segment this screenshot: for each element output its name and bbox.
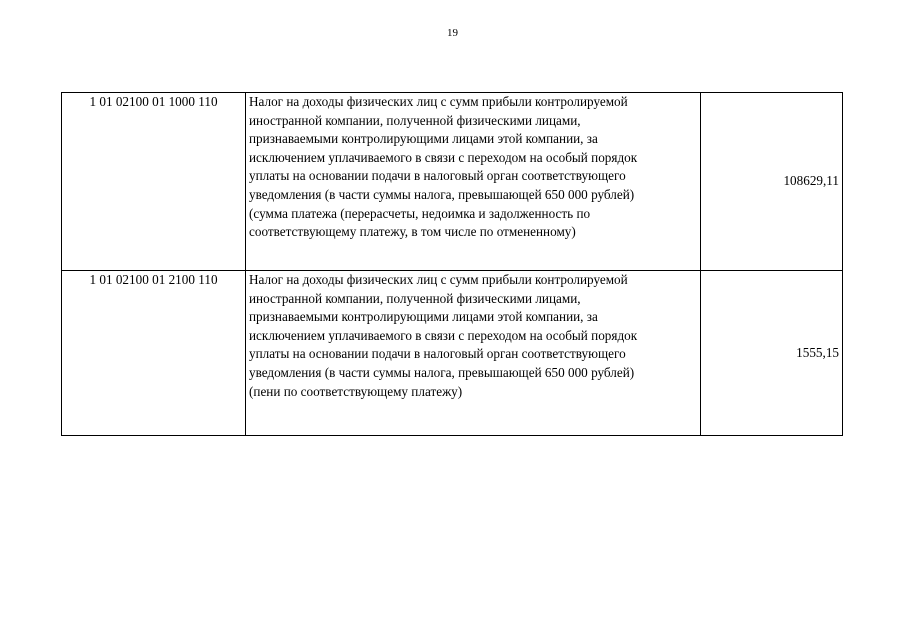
description-line: иностранной компании, полученной физическими лицами,	[249, 290, 581, 306]
description-line: (пени по соответствующему платежу)	[249, 383, 463, 399]
description-line: соответствующему платежу, в том числе по отмененному)	[249, 224, 576, 240]
budget-income-table	[61, 92, 843, 436]
description-cell	[246, 93, 701, 271]
description-line: (сумма платежа (перерасчеты, недоимка и задолженность по	[249, 205, 591, 221]
description-line: исключением уплачиваемого в связи с переходом на особый порядок	[249, 149, 638, 165]
description-line: уведомления (в части суммы налога, превышающей 650 000 рублей)	[249, 364, 635, 380]
description-line: исключением уплачиваемого в связи с переходом на особый порядок	[249, 327, 638, 343]
description-line: уведомления (в части суммы налога, превышающей 650 000 рублей)	[249, 186, 635, 202]
description-line: признаваемыми контролирующими лицами этой компании, за	[249, 309, 598, 325]
budget-code-cell: 1 01 02100 01 1000 110	[62, 93, 246, 271]
table-row	[62, 93, 843, 271]
budget-code-cell: 1 01 02100 01 2100 110	[62, 271, 246, 436]
amount-cell: 108629,11	[701, 93, 843, 271]
description-line: уплаты на основании подачи в налоговый орган соответствующего	[249, 346, 626, 362]
description-line: иностранной компании, полученной физическими лицами,	[249, 112, 581, 128]
amount-cell: 1555,15	[701, 271, 843, 436]
page-number: 19	[447, 27, 458, 39]
description-cell	[246, 271, 701, 436]
description-line: признаваемыми контролирующими лицами этой компании, за	[249, 131, 598, 147]
description-line: Налог на доходы физических лиц с сумм прибыли контролируемой	[249, 94, 628, 109]
description-line: уплаты на основании подачи в налоговый орган соответствующего	[249, 168, 626, 184]
table-row	[62, 271, 843, 436]
description-line: Налог на доходы физических лиц с сумм прибыли контролируемой	[249, 272, 628, 287]
